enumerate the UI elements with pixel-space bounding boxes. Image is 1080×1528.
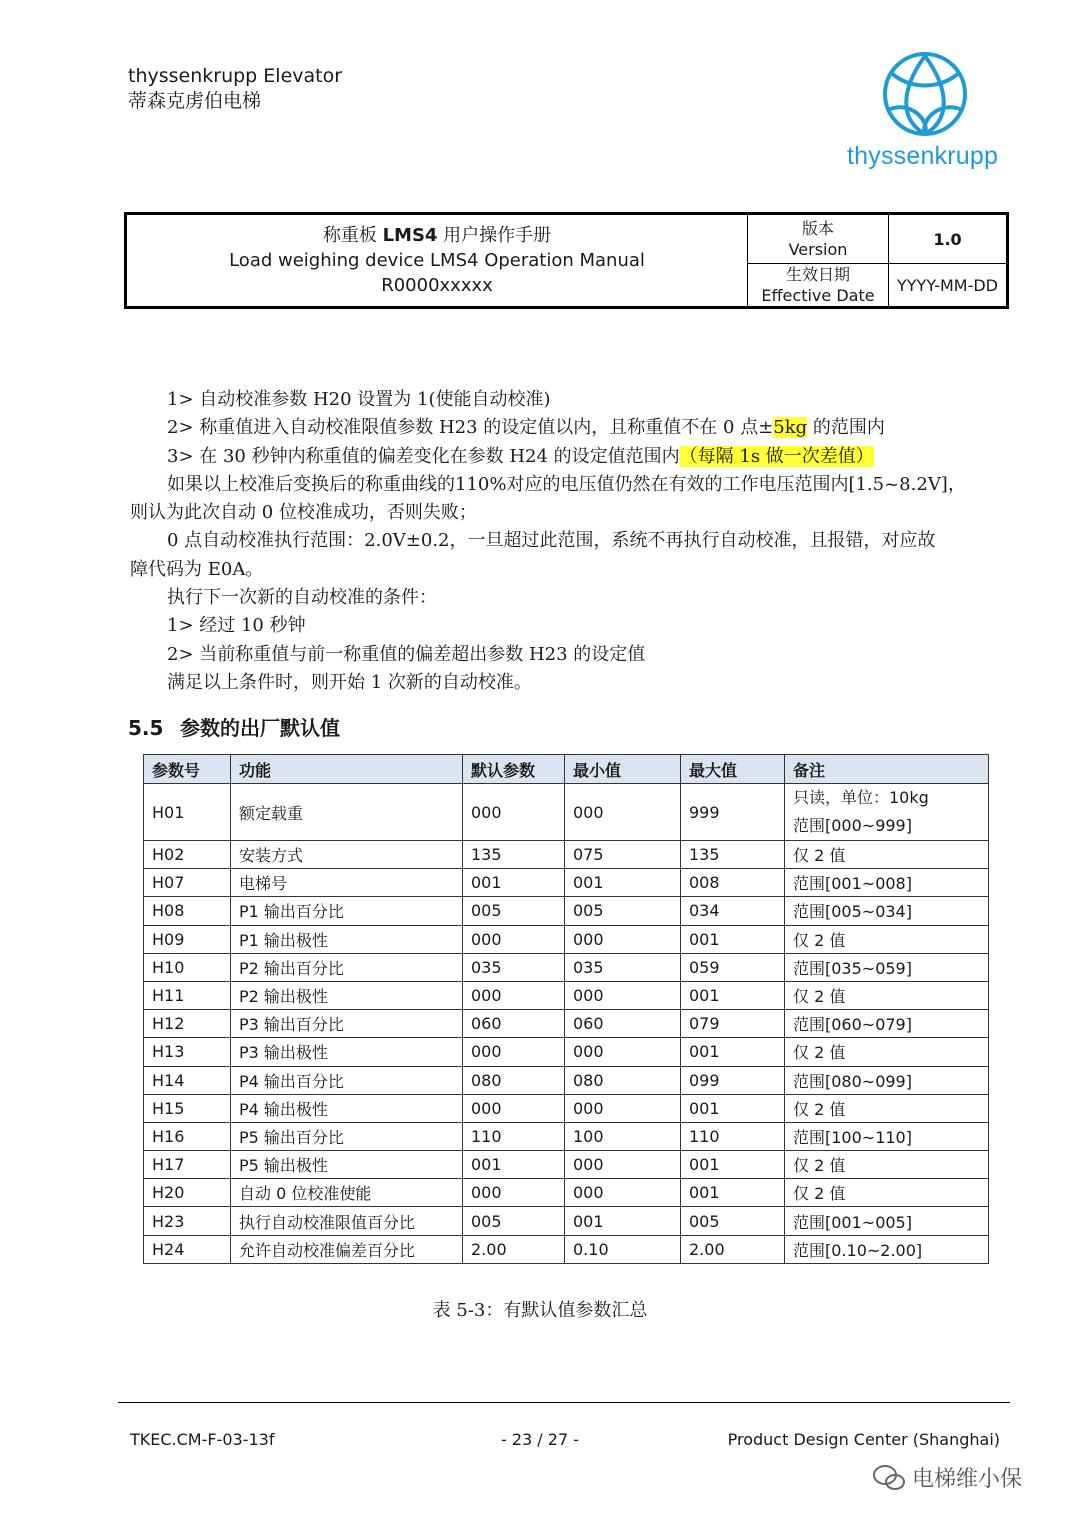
footer-divider	[118, 1402, 1010, 1403]
cell-note: 范围[001~008]	[785, 869, 989, 897]
paragraph-success-cont: 则认为此次自动 0 位校准成功，否则失败；	[130, 502, 477, 524]
date-label-cell	[748, 264, 889, 308]
cell-function: 自动 0 位校准使能	[231, 1179, 463, 1207]
cell-note: 仅 2 值	[785, 841, 989, 869]
watermark-text: 电梯维小保	[912, 1467, 1023, 1492]
cell-function: 额定载重	[231, 784, 463, 841]
cell-default: 110	[463, 1122, 565, 1150]
paragraph-conclusion: 满足以上条件时，则开始 1 次新的自动校准。	[167, 671, 532, 693]
document-title-en: Load weighing device LMS4 Operation Manual	[229, 250, 645, 271]
cell-max: 034	[681, 897, 785, 925]
table-row	[144, 897, 989, 925]
cell-code: H24	[144, 1235, 231, 1263]
cell-note: 仅 2 值	[785, 1179, 989, 1207]
table-row	[144, 1038, 989, 1066]
section-number: 5.5	[128, 716, 164, 740]
cell-note: 仅 2 值	[785, 1151, 989, 1179]
cell-default: 135	[463, 841, 565, 869]
cell-function: P3 输出极性	[231, 1038, 463, 1066]
cell-code: H01	[144, 784, 231, 841]
cell-function: 安装方式	[231, 841, 463, 869]
cell-min: 100	[565, 1122, 681, 1150]
cell-max: 005	[681, 1207, 785, 1235]
cell-min: 035	[565, 953, 681, 981]
cell-default: 000	[463, 1038, 565, 1066]
cell-max: 110	[681, 1122, 785, 1150]
cell-function: P5 输出百分比	[231, 1122, 463, 1150]
table-row	[144, 1207, 989, 1235]
col-header-code: 参数号	[144, 755, 231, 784]
cell-default: 005	[463, 897, 565, 925]
footer-department: Product Design Center (Shanghai)	[727, 1430, 1000, 1449]
cell-min: 000	[565, 1094, 681, 1122]
cell-min: 060	[565, 1010, 681, 1038]
table-row	[144, 981, 989, 1009]
cell-max: 135	[681, 841, 785, 869]
col-header-min: 最小值	[565, 755, 681, 784]
cell-note: 范围[0.10~2.00]	[785, 1235, 989, 1263]
cell-default: 000	[463, 784, 565, 841]
cell-max: 999	[681, 784, 785, 841]
cell-default: 080	[463, 1066, 565, 1094]
cell-default: 005	[463, 1207, 565, 1235]
table-row	[144, 953, 989, 981]
cell-note: 范围[035~059]	[785, 953, 989, 981]
next-condition-1: 1> 经过 10 秒钟	[167, 615, 306, 637]
cell-note	[785, 784, 989, 841]
table-caption: 表 5-3：有默认值参数汇总	[432, 1300, 648, 1321]
table-header-row	[144, 755, 989, 784]
cell-code: H13	[144, 1038, 231, 1066]
document-title-cn: 称重板 LMS4 用户操作手册	[322, 225, 552, 246]
table-row	[144, 1151, 989, 1179]
cell-code: H08	[144, 897, 231, 925]
cell-function: P3 输出百分比	[231, 1010, 463, 1038]
cell-max: 001	[681, 925, 785, 953]
paragraph-success: 如果以上校准后变换后的称重曲线的110%对应的电压值仍然在有效的工作电压范围内[1.5~8.2V]，	[167, 473, 966, 495]
cell-note: 范围[100~110]	[785, 1122, 989, 1150]
paragraph-range-cont: 障代码为 E0A。	[130, 558, 264, 580]
date-label-en: Effective Date	[761, 286, 875, 305]
cell-note: 范围[005~034]	[785, 897, 989, 925]
paragraph-range: 0 点自动校准执行范围：2.0V±0.2，一旦超过此范围，系统不再执行自动校准，且报错，对应故	[167, 530, 936, 552]
cell-note: 范围[001~005]	[785, 1207, 989, 1235]
cell-function: 电梯号	[231, 869, 463, 897]
cell-function: P4 输出百分比	[231, 1066, 463, 1094]
cell-function: P4 输出极性	[231, 1094, 463, 1122]
document-title-cell	[126, 214, 748, 308]
cell-max: 001	[681, 1151, 785, 1179]
highlight-interval: （每隔 1s 做一次差值）	[679, 445, 874, 467]
table-row	[144, 1066, 989, 1094]
cell-min: 001	[565, 869, 681, 897]
parameter-table	[143, 754, 989, 1264]
body-text	[130, 386, 1010, 697]
version-label-cn: 版本	[801, 219, 834, 238]
cell-max: 001	[681, 1038, 785, 1066]
footer-page-number: - 23 / 27 -	[501, 1430, 579, 1449]
logo-wordmark: thyssenkrupp	[847, 142, 999, 170]
date-label-cn: 生效日期	[785, 265, 850, 284]
cell-max: 099	[681, 1066, 785, 1094]
cell-note: 仅 2 值	[785, 925, 989, 953]
table-row	[144, 869, 989, 897]
cell-max: 001	[681, 1179, 785, 1207]
section-heading	[128, 712, 340, 741]
cell-note-line2: 范围[000~999]	[793, 816, 912, 835]
footer-form-code: TKEC.CM-F-03-13f	[130, 1430, 275, 1449]
cell-code: H10	[144, 953, 231, 981]
section-title: 参数的出厂默认值	[180, 716, 340, 740]
cell-default: 000	[463, 981, 565, 1009]
cell-code: H17	[144, 1151, 231, 1179]
cell-default: 001	[463, 869, 565, 897]
cell-note: 仅 2 值	[785, 1094, 989, 1122]
cell-default: 060	[463, 1010, 565, 1038]
cell-default: 000	[463, 1179, 565, 1207]
cell-min: 000	[565, 1038, 681, 1066]
company-name-cn: 蒂森克虏伯电梯	[128, 90, 262, 112]
table-row	[144, 1179, 989, 1207]
cell-code: H02	[144, 841, 231, 869]
cell-code: H23	[144, 1207, 231, 1235]
cell-max: 059	[681, 953, 785, 981]
cell-min: 000	[565, 1179, 681, 1207]
cell-code: H12	[144, 1010, 231, 1038]
cell-note: 范围[060~079]	[785, 1010, 989, 1038]
next-condition-2: 2> 当前称重值与前一称重值的偏差超出参数 H23 的设定值	[167, 643, 646, 665]
table-row	[144, 1235, 989, 1263]
cell-min: 0.10	[565, 1235, 681, 1263]
cell-default: 000	[463, 1094, 565, 1122]
cell-code: H20	[144, 1179, 231, 1207]
cell-function: P5 输出极性	[231, 1151, 463, 1179]
col-header-max: 最大值	[681, 755, 785, 784]
col-header-note: 备注	[785, 755, 989, 784]
cell-min: 000	[565, 925, 681, 953]
cell-note: 范围[080~099]	[785, 1066, 989, 1094]
document-header-table	[124, 212, 1009, 309]
cell-default: 2.00	[463, 1235, 565, 1263]
table-row	[144, 841, 989, 869]
cell-max: 008	[681, 869, 785, 897]
cell-min: 001	[565, 1207, 681, 1235]
cell-note: 仅 2 值	[785, 1038, 989, 1066]
col-header-default: 默认参数	[463, 755, 565, 784]
cell-function: P2 输出极性	[231, 981, 463, 1009]
condition-3: 3> 在 30 秒钟内称重值的偏差变化在参数 H24 的设定值范围内（每隔 1s 做一次差值）	[167, 445, 874, 467]
cell-max: 001	[681, 1094, 785, 1122]
cell-code: H07	[144, 869, 231, 897]
next-calibration-heading: 执行下一次新的自动校准的条件：	[167, 587, 437, 609]
cell-function: P1 输出百分比	[231, 897, 463, 925]
cell-function: P1 输出极性	[231, 925, 463, 953]
cell-default: 035	[463, 953, 565, 981]
cell-function: P2 输出百分比	[231, 953, 463, 981]
cell-default: 000	[463, 925, 565, 953]
cell-max: 079	[681, 1010, 785, 1038]
cell-note-line1: 只读，单位：10kg	[793, 788, 929, 807]
cell-min: 080	[565, 1066, 681, 1094]
cell-code: H14	[144, 1066, 231, 1094]
cell-code: H16	[144, 1122, 231, 1150]
date-value: YYYY-MM-DD	[889, 264, 1008, 308]
cell-default: 001	[463, 1151, 565, 1179]
table-row	[144, 925, 989, 953]
table-row	[144, 1122, 989, 1150]
cell-function: 执行自动校准限值百分比	[231, 1207, 463, 1235]
cell-min: 000	[565, 1151, 681, 1179]
condition-1: 1> 自动校准参数 H20 设置为 1(使能自动校准)	[167, 389, 551, 410]
company-name-en: thyssenkrupp Elevator	[128, 65, 343, 87]
document-number: R0000xxxxx	[381, 275, 493, 296]
cell-min: 000	[565, 981, 681, 1009]
watermark	[872, 1462, 1022, 1493]
company-name	[128, 64, 342, 114]
table-row	[144, 1094, 989, 1122]
version-label-en: Version	[788, 240, 848, 259]
wechat-icon	[872, 1463, 906, 1493]
table-row	[144, 784, 989, 841]
table-row	[144, 1010, 989, 1038]
cell-min: 075	[565, 841, 681, 869]
col-header-function: 功能	[231, 755, 463, 784]
cell-code: H09	[144, 925, 231, 953]
cell-min: 005	[565, 897, 681, 925]
cell-code: H15	[144, 1094, 231, 1122]
cell-function: 允许自动校准偏差百分比	[231, 1235, 463, 1263]
condition-2: 2> 称重值进入自动校准限值参数 H23 的设定值以内，且称重值不在 0 点±5kg 的范围内	[167, 417, 885, 439]
version-label-cell	[748, 214, 889, 264]
cell-min: 000	[565, 784, 681, 841]
version-value: 1.0	[889, 214, 1008, 264]
cell-code: H11	[144, 981, 231, 1009]
cell-max: 2.00	[681, 1235, 785, 1263]
highlight-5kg: 5kg	[773, 417, 808, 439]
cell-note: 仅 2 值	[785, 981, 989, 1009]
cell-max: 001	[681, 981, 785, 1009]
